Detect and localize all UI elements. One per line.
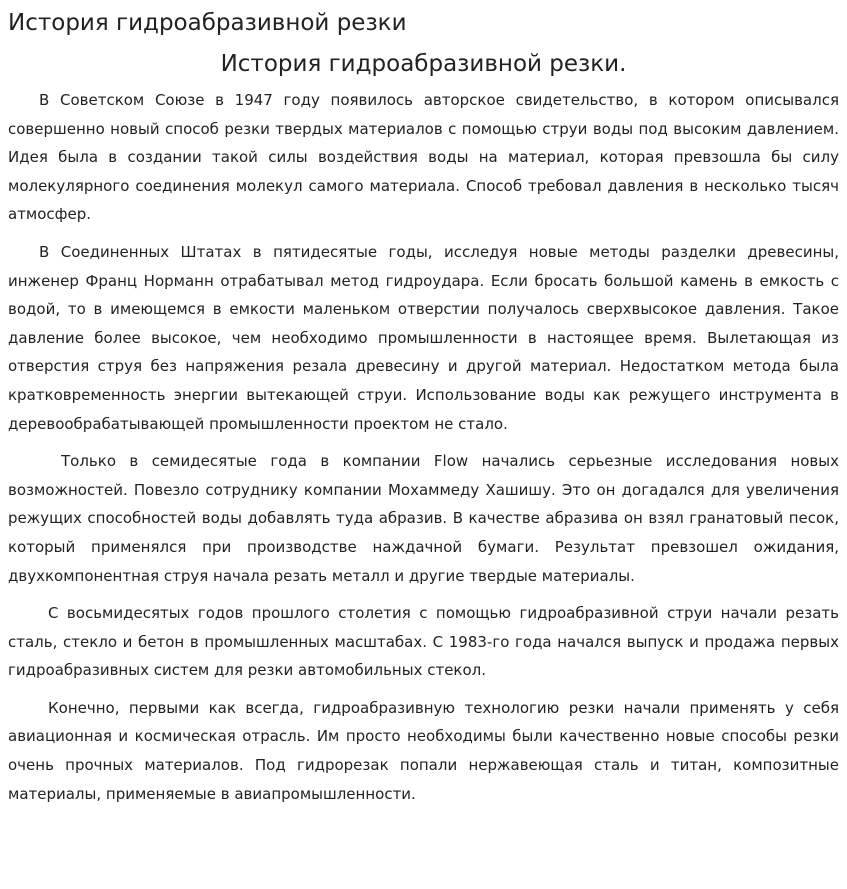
paragraph-soviet-union: В Советском Союзе в 1947 году появилось авторское свидетельство, в котором описывался совершенно новый способ резки твердых материалов с помощью струи воды под высоким давлением. Идея была в создании такой силы воздействия воды на материал, которая превзошла бы силу молекулярного соединения молекул самого материала. Способ требовал давления в несколько тысяч атмосфер. (8, 91, 839, 224)
paragraph-eighties: С восьмидесятых годов прошлого столетия с помощью гидроабразивной струи начали резать сталь, стекло и бетон в промышленных масштабах. С 1983-го года начался выпуск и продажа первых гидроабразивных систем для резки автомобильных стекол. (8, 604, 839, 680)
paragraph-flow-company: Только в семидесятые года в компании Flow начались серьезные исследования новых возможностей. Повезло сотруднику компании Мохаммеду Хашишу. Это он догадался для увеличения режущих способностей воды добавлять туда абразив. В качестве абразива он взял гранатовый песок, который применялся при производстве наждачной бумаги. Результат превзошел ожидания, двухкомпонентная струя начала резать металл и другие твердые материалы. (8, 452, 839, 585)
paragraph-aerospace: Конечно, первыми как всегда, гидроабразивную технологию резки начали применять у себя авиационная и космическая отрасль. Им просто необходимы были качественно новые способы резки очень прочных материалов. Под гидрорезак попали нержавеющая сталь и титан, композитные материалы, применяемые в авиапромышленности. (8, 698, 839, 803)
article-heading: История гидроабразивной резки. (220, 51, 627, 77)
paragraph-united-states: В Соединенных Штатах в пятидесятые годы, исследуя новые методы разделки древесины, инженер Франц Норманн отрабатывал метод гидроудара. Если бросать большой камень в емкость с водой, то в имеющемся в емкости маленьком отверстии получалось сверхвысокое давления. Такое давление более высокое, чем необходимо промышленности в настоящее время. Вылетающая из отверстия струя без напряжения резала древесину и другой материал. Недостатком метода была кратковременность энергии вытекающей струи. Использование воды как режущего инструмента в деревообрабатывающей промышленности проектом не стало. (8, 242, 839, 433)
document-title: История гидроабразивной резки (8, 10, 407, 36)
